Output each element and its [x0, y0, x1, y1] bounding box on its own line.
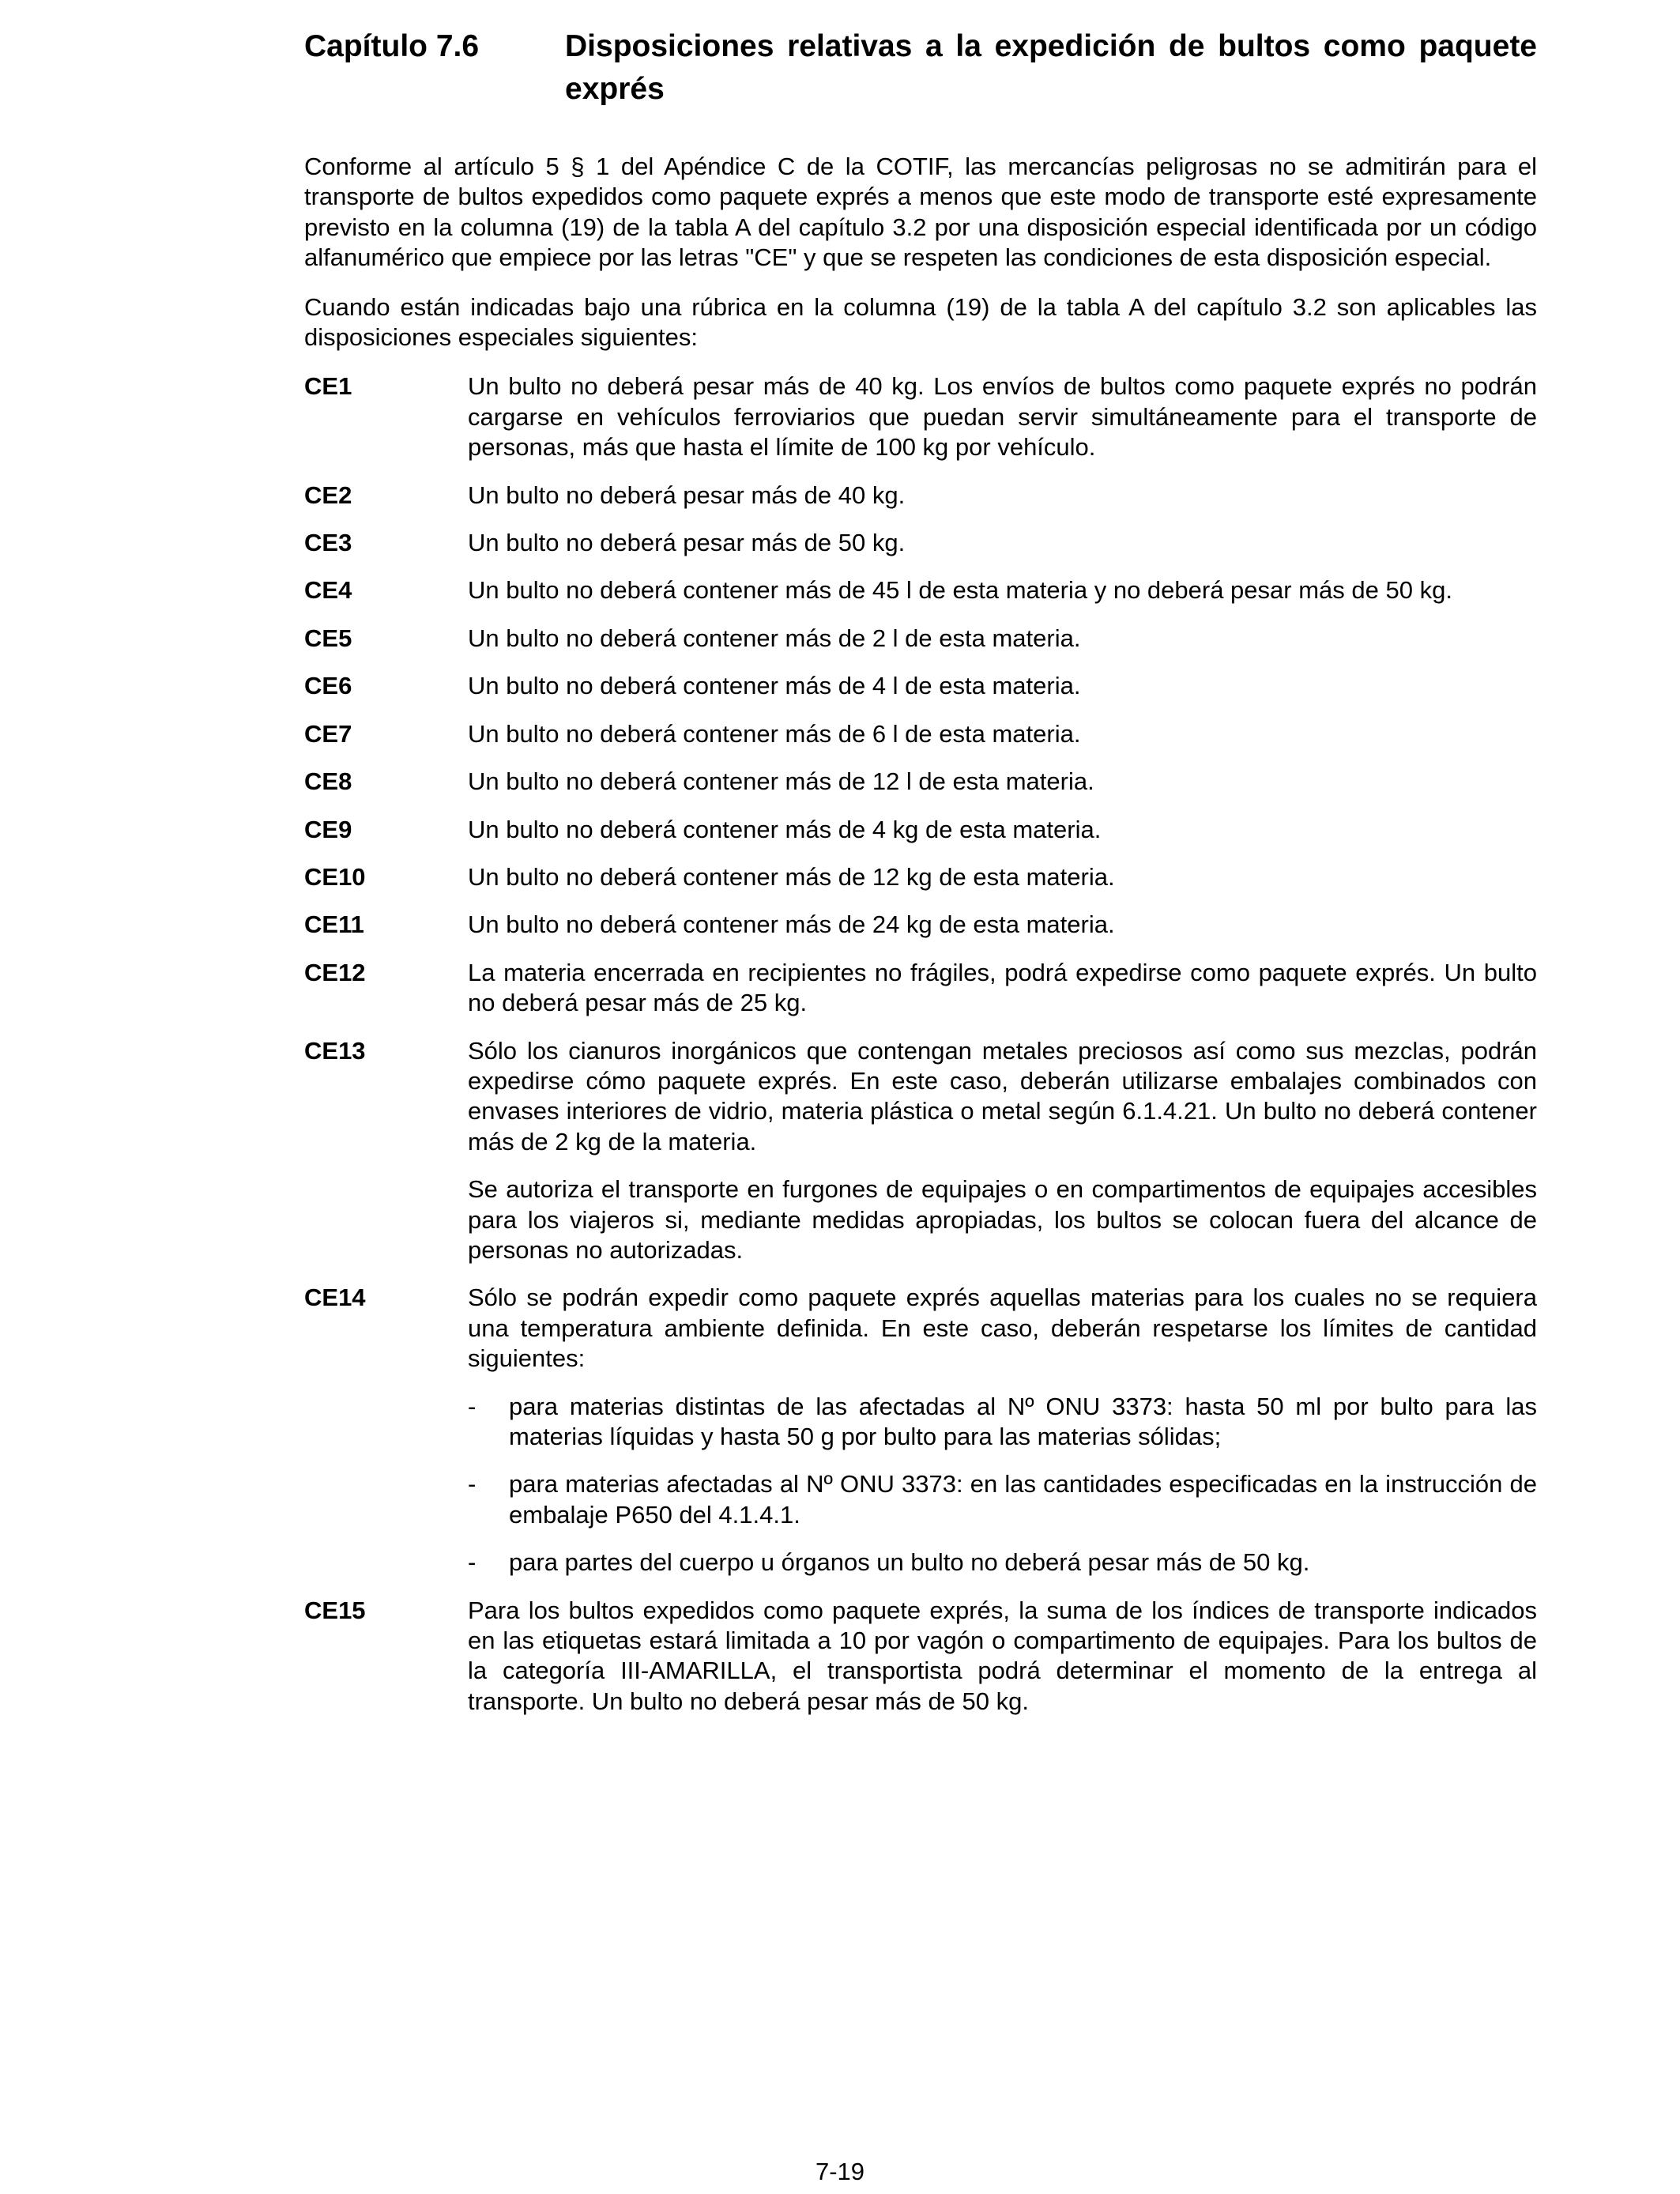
provision-code: CE10: [304, 862, 366, 891]
provision-text: Un bulto no deberá contener más de 4 l de esta materia.: [468, 672, 1081, 700]
provision-code: CE4: [304, 576, 352, 605]
bullet-item: [468, 1469, 1537, 1530]
provision-ce1: [304, 371, 1537, 462]
bullet-text: para partes del cuerpo u órganos un bulto no deberá pesar más de 50 kg.: [509, 1548, 1310, 1577]
provision-code: CE8: [304, 767, 352, 796]
page-number: 7-19: [815, 2158, 865, 2185]
provision-text: Sólo se podrán expedir como paquete exprés aquellas materias para los cuales no se requiera una temperatura ambiente definida. En este caso, deberán respetarse los límites de cantidad siguientes:: [468, 1284, 1537, 1373]
provision-text: Para los bultos expedidos como paquete exprés, la suma de los índices de transporte indicados en las etiquetas estará limitada a 10 por vagón o compartimento de equipajes. Para los bultos de la categoría III-AMARILLA, el transportista podrá determinar el momento de la entrega al transporte. Un bulto no deberá pesar más de 50 kg.: [468, 1596, 1537, 1715]
provision-code: CE15: [304, 1596, 366, 1624]
chapter-heading: [304, 25, 1537, 111]
provision-text: Un bulto no deberá contener más de 2 l de esta materia.: [468, 624, 1081, 652]
bullet-dash: -: [468, 1548, 477, 1577]
intro-paragraph: Cuando están indicadas bajo una rúbrica en la columna (19) de la tabla A del capítulo 3.2 son aplicables las disposiciones especiales siguientes:: [304, 292, 1537, 352]
provision-ce6: [304, 671, 1537, 701]
provision-ce5: [304, 624, 1537, 654]
provision-code: CE12: [304, 958, 366, 986]
provision-text: Un bulto no deberá pesar más de 40 kg. Los envíos de bultos como paquete exprés no podrán cargarse en vehículos ferroviarios que puedan servir simultáneamente para el transporte de personas, más que hasta el límite de 100 kg por vehículo.: [468, 372, 1537, 462]
provision-text: Un bulto no deberá pesar más de 50 kg.: [468, 529, 906, 557]
provision-code: CE14: [304, 1284, 366, 1312]
provision-ce13: [304, 1036, 1537, 1266]
provision-code: CE11: [304, 910, 364, 939]
provision-text: La materia encerrada en recipientes no frágiles, podrá expedirse como paquete exprés. Un bulto no deberá pesar más de 25 kg.: [468, 958, 1537, 1017]
bullet-item: [468, 1547, 1537, 1578]
provision-text: Un bulto no deberá contener más de 4 kg de esta materia.: [468, 815, 1102, 843]
provision-text: Un bulto no deberá contener más de 6 l de esta materia.: [468, 719, 1081, 748]
provision-text: Un bulto no deberá contener más de 24 kg de esta materia.: [468, 910, 1115, 939]
provision-ce12: [304, 958, 1537, 1019]
provision-code: CE1: [304, 372, 352, 401]
provision-code: CE6: [304, 672, 352, 700]
bullet-dash: -: [468, 1470, 477, 1498]
document-page: [304, 25, 1537, 1734]
provision-code: CE5: [304, 624, 352, 652]
provision-ce8: [304, 767, 1537, 797]
provision-ce2: [304, 481, 1537, 511]
provision-code: CE7: [304, 719, 352, 748]
provision-code: CE13: [304, 1036, 366, 1065]
provision-code: CE2: [304, 481, 352, 509]
provision-code: CE3: [304, 529, 352, 557]
chapter-number: Capítulo 7.6: [304, 29, 480, 63]
bullet-item: [468, 1392, 1537, 1453]
bullet-dash: -: [468, 1392, 477, 1420]
provision-ce3: [304, 528, 1537, 558]
provision-ce7: [304, 719, 1537, 749]
provision-text: Un bulto no deberá pesar más de 40 kg.: [468, 481, 906, 509]
provision-text: Un bulto no deberá contener más de 12 kg de esta materia.: [468, 862, 1115, 891]
chapter-title: Disposiciones relativas a la expedición de bultos como paquete exprés: [565, 29, 1537, 106]
provision-ce14: [304, 1283, 1537, 1578]
provision-code: CE9: [304, 815, 352, 843]
provision-ce4: [304, 575, 1537, 605]
provision-text: Sólo los cianuros inorgánicos que contengan metales preciosos así como sus mezclas, podrán expedirse cómo paquete exprés. En este caso, deberán utilizarse embalajes combinados con envases interiores de vidrio, materia plástica o metal según 6.1.4.21. Un bulto no deberá contener más de 2 kg de la materia.: [468, 1036, 1537, 1155]
provision-text-continued: Se autoriza el transporte en furgones de equipajes o en compartimentos de equipajes accesibles para los viajeros si, mediante medidas apropiadas, los bultos se colocan fuera del alcance de personas no autorizadas.: [468, 1175, 1537, 1264]
provision-ce11: [304, 910, 1537, 940]
provision-ce10: [304, 862, 1537, 892]
provision-ce9: [304, 815, 1537, 845]
bullet-text: para materias distintas de las afectadas al Nº ONU 3373: hasta 50 ml por bulto para las materias líquidas y hasta 50 g por bulto para las materias sólidas;: [509, 1392, 1537, 1450]
provision-ce15: [304, 1596, 1537, 1717]
provision-text: Un bulto no deberá contener más de 45 l de esta materia y no deberá pesar más de 50 kg.: [468, 576, 1452, 605]
provision-text: Un bulto no deberá contener más de 12 l de esta materia.: [468, 767, 1094, 796]
intro-paragraph: Conforme al artículo 5 § 1 del Apéndice C de la COTIF, las mercancías peligrosas no se admitirán para el transporte de bultos expedidos como paquete exprés a menos que este modo de transporte esté expresamente previsto en la columna (19) de la tabla A del capítulo 3.2 por una disposición especial identificada por un código alfanumérico que empiece por las letras "CE" y que se respeten las condiciones de esta disposición especial.: [304, 153, 1537, 272]
bullet-text: para materias afectadas al Nº ONU 3373: en las cantidades especificadas en la instrucción de embalaje P650 del 4.1.4.1.: [509, 1470, 1537, 1529]
